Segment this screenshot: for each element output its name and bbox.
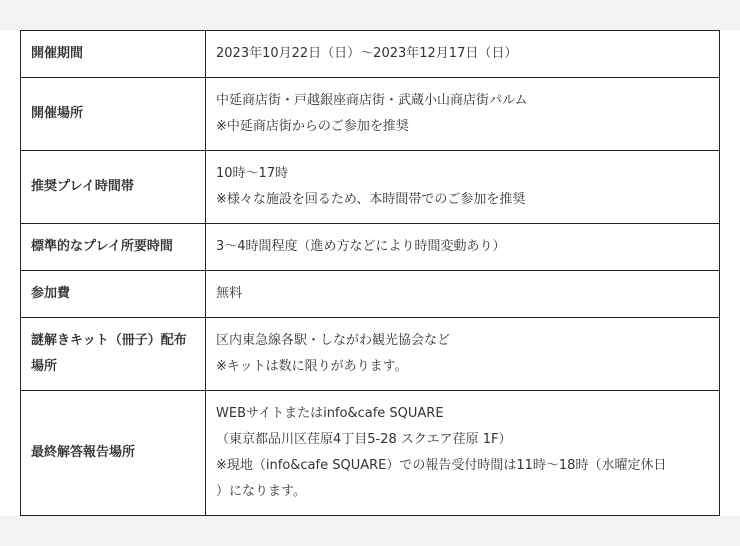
row-label: 謎解きキット（冊子）配布場所 xyxy=(21,318,206,391)
table-row-final-answer-location xyxy=(21,391,720,516)
value-line: WEBサイトまたはinfo&cafe SQUARE xyxy=(216,406,444,421)
row-value xyxy=(206,78,720,151)
info-sheet xyxy=(0,30,740,516)
row-value xyxy=(206,31,720,78)
row-value xyxy=(206,224,720,271)
row-label: 開催場所 xyxy=(21,78,206,151)
event-info-table xyxy=(20,30,720,516)
value-line: ※現地（info&cafe SQUARE）での報告受付時間は11時〜18時（水曜定休日 xyxy=(216,458,667,473)
row-value xyxy=(206,271,720,318)
row-value xyxy=(206,151,720,224)
value-line: 2023年10月22日（日）〜2023年12月17日（日） xyxy=(216,46,518,61)
value-line: 中延商店街・戸越銀座商店街・武蔵小山商店街パルム xyxy=(216,93,528,108)
value-line: 無料 xyxy=(216,286,243,301)
value-line: 10時〜17時 xyxy=(216,166,289,181)
row-label: 開催期間 xyxy=(21,31,206,78)
value-line: 3〜4時間程度（進め方などにより時間変動あり） xyxy=(216,239,506,254)
row-value xyxy=(206,391,720,516)
row-value xyxy=(206,318,720,391)
table-row-duration xyxy=(21,224,720,271)
value-line: ※キットは数に限りがあります。 xyxy=(216,359,408,374)
table-row-recommended-time xyxy=(21,151,720,224)
value-line: ※中延商店街からのご参加を推奨 xyxy=(216,119,409,134)
value-line: （東京都品川区荏原4丁目5-28 スクエア荏原 1F） xyxy=(216,432,512,447)
row-label: 推奨プレイ時間帯 xyxy=(21,151,206,224)
value-line: 区内東急線各駅・しながわ観光協会など xyxy=(216,333,451,348)
value-line: ）になります。 xyxy=(216,484,306,499)
row-label: 参加費 xyxy=(21,271,206,318)
table-row-venue xyxy=(21,78,720,151)
row-label: 標準的なプレイ所要時間 xyxy=(21,224,206,271)
table-row-period xyxy=(21,31,720,78)
value-line: ※様々な施設を回るため、本時間帯でのご参加を推奨 xyxy=(216,192,526,207)
row-label: 最終解答報告場所 xyxy=(21,391,206,516)
table-row-fee xyxy=(21,271,720,318)
table-row-kit-distribution xyxy=(21,318,720,391)
